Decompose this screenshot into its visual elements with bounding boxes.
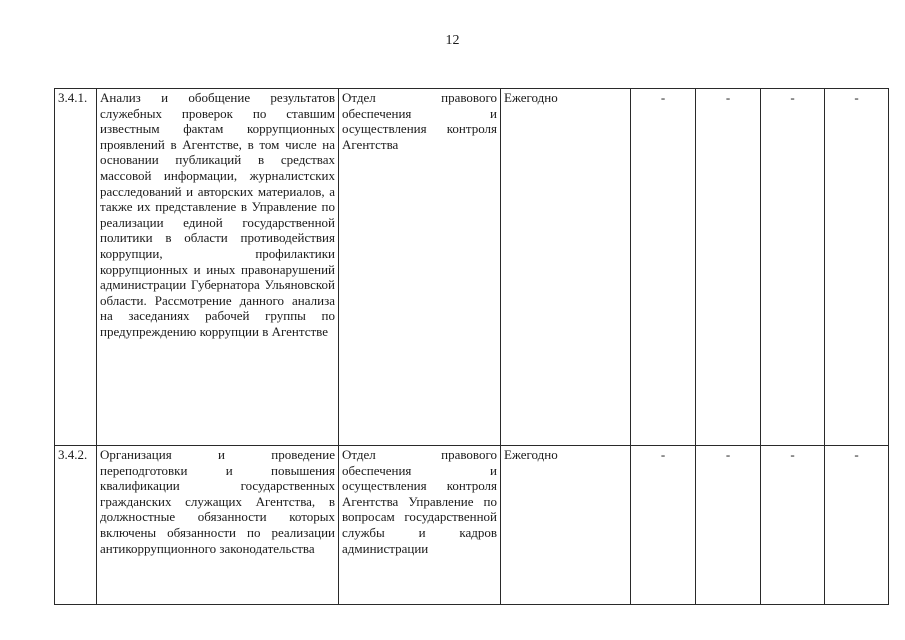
item-frequency: Ежегодно <box>501 446 631 605</box>
item-value-1: - <box>631 89 696 446</box>
item-responsible: Отдел правового обеспечения и осуществления контроля Агентства <box>339 89 501 446</box>
item-value-2: - <box>696 446 761 605</box>
item-action: Организация и проведение переподготовки и повышения квалификации государственных гражданских служащих Агентства, в должностные обязанности которых включены обязанности по реализации антикоррупционного законодательства <box>97 446 339 605</box>
item-value-4: - <box>825 446 889 605</box>
item-number: 3.4.2. <box>55 446 97 605</box>
item-responsible: Отдел правового обеспечения и осуществления контроля Агентства Управление по вопросам государственной службы и кадров администрации <box>339 446 501 605</box>
item-value-4: - <box>825 89 889 446</box>
item-value-3: - <box>761 446 825 605</box>
item-value-3: - <box>761 89 825 446</box>
table-row <box>55 89 889 446</box>
page-number: 12 <box>445 33 460 48</box>
table-row <box>55 446 889 605</box>
item-action: Анализ и обобщение результатов служебных проверок по ставшим известным фактам коррупционных проявлений в Агентстве, в том числе на основании публикаций в средствах массовой информации, журналистских расследований и авторских материалов, а также их представление в Управление по реализации единой государственной политики в области противодействия коррупции, профилактики коррупционных и иных правонарушений администрации Губернатора Ульяновской области. Рассмотрение данного анализа на заседаниях рабочей группы по предупреждению коррупции в Агентстве <box>97 89 339 446</box>
item-value-1: - <box>631 446 696 605</box>
item-frequency: Ежегодно <box>501 89 631 446</box>
item-number: 3.4.1. <box>55 89 97 446</box>
item-value-2: - <box>696 89 761 446</box>
measures-table <box>54 88 889 605</box>
